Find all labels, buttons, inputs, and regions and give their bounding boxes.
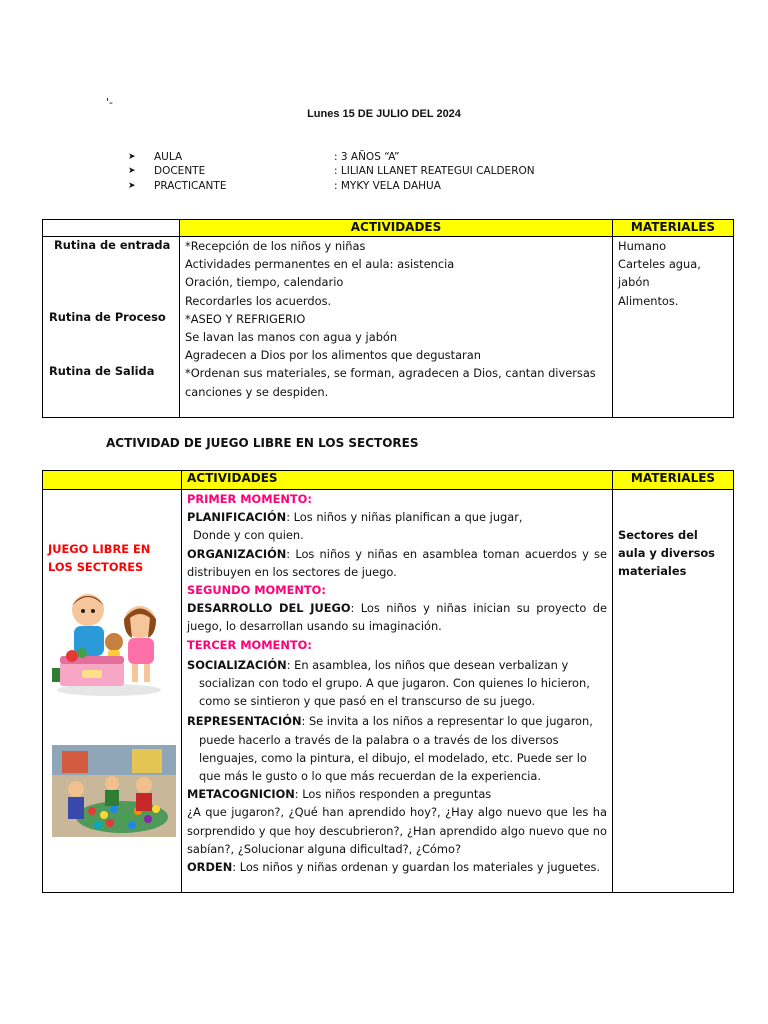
activity-line: *Ordenan sus materiales, se forman, agradecen a Dios, cantan diversas [185,366,596,381]
info-row-docente [128,165,535,177]
material-line: materiales [618,564,687,579]
activities-header-text: ACTIVIDADES [187,471,278,485]
moment-1-title: PRIMER MOMENTO: [187,492,312,506]
planning-text: : Los niños y niñas planifican a que jugar, [286,510,523,525]
info-row-aula [128,151,400,163]
representation-text: : Se invita a los niños a representar lo que jugaron, [301,714,593,729]
material-line: Alimentos. [618,293,679,308]
classroom-photo [52,745,176,840]
metacognition-line [187,785,607,803]
children-playing-illustration [52,586,176,701]
material-line: jabón [618,275,650,290]
activities-header: ACTIVIDADES [180,220,613,237]
materials-header: MATERIALES [613,220,734,237]
routine-labels-cell [43,237,180,418]
activities-header [182,471,613,490]
activity-line: canciones y se despiden. [185,384,329,399]
info-value: : LILIAN LLANET REATEGUI CALDERON [334,165,535,177]
planning-line-2: Donde y con quien. [193,528,304,543]
order-text: : Los niños y niñas ordenan y guardan los materiales y juguetes. [232,860,601,875]
info-value: : MYKY VELA DAHUA [334,180,441,192]
material-line: Humano [618,239,667,253]
moment-2-title: SEGUNDO MOMENTO: [187,583,326,598]
free-play-label-cell [43,490,182,893]
arrow-bullet-icon: ➤ [128,181,136,191]
activity-line: *Recepción de los niños y niñas [185,239,366,253]
activity-line: *ASEO Y REFRIGERIO [185,311,306,326]
info-label: DOCENTE [154,165,206,177]
arrow-bullet-icon: ➤ [128,152,136,162]
order-line [187,858,607,876]
blank-header-cell [43,220,180,237]
material-line: aula y diversos [618,546,715,561]
free-play-title-line1: JUEGO LIBRE EN [48,542,151,556]
free-play-table [42,470,734,893]
materials-header: MATERIALES [613,471,734,490]
free-play-materials-cell [613,490,734,893]
organization-line [187,545,607,581]
planning-label: PLANIFICACIÓN [187,510,287,525]
routines-table [42,219,734,418]
arrow-bullet-icon: ➤ [128,166,136,176]
routine-materials-cell [613,237,734,418]
routine-proceso-label: Rutina de Proceso [49,310,166,324]
material-line: Sectores del [618,528,698,542]
page-date: Lunes 15 DE JULIO DEL 2024 [307,108,461,120]
organization-text: : Los niños y niñas en asamblea toman acuerdos y se distribuyen en los sectores de juego. [187,546,607,579]
socialization-label: SOCIALIZACIÓN [187,657,287,672]
info-value: : 3 AÑOS “A” [334,151,400,163]
development-text: : Los niños y niñas inician su proyecto de juego, lo desarrollan usando su imaginación. [187,601,607,634]
representation-line [187,712,607,730]
routine-entrada-label: Rutina de entrada [54,238,171,252]
activity-line: Actividades permanentes en el aula: asistencia [185,257,455,272]
representation-line: puede hacerlo a través de la palabra o a través de los diversos [199,732,559,747]
routine-salida-label: Rutina de Salida [49,364,155,378]
info-label: PRACTICANTE [154,180,227,192]
free-play-title-line2: LOS SECTORES [48,560,144,575]
development-line [187,599,607,635]
order-label: ORDEN [187,860,233,875]
stray-mark: '- [106,96,113,109]
representation-line: lenguajes, como la pintura, el dibujo, el modelado, etc. Puede ser lo [199,750,587,765]
material-line: Carteles agua, [618,257,701,272]
blank-header-cell [43,471,182,490]
development-label: DESARROLLO DEL JUEGO [187,601,351,616]
representation-line: que más le gusto o lo que más recuerdan de la experiencia. [199,769,541,784]
activity-line: Oración, tiempo, calendario [185,275,344,290]
moment-3-title: TERCER MOMENTO: [187,637,312,652]
metacognition-questions: ¿A que jugaron?, ¿Qué han aprendido hoy?, ¿Hay algo nuevo que les ha sorprendido y que hoy descubrieron?, ¿Han aprendido algo nuevo que no sabían?, ¿Solucionar alguna dificultad?, ¿Cómo? [187,805,607,856]
representation-label: REPRESENTACIÓN [187,714,302,729]
socialization-line [187,656,607,674]
socialization-text: : En asamblea, los niños que desean verbalizan y [286,657,569,672]
metacognition-text: : Los niños responden a preguntas [294,787,492,802]
metacognition-label: METACOGNICION [187,787,295,802]
planning-line [187,508,607,526]
routine-activities-cell [180,237,613,418]
activity-line: Recordarles los acuerdos. [185,293,332,308]
info-label: AULA [154,151,183,163]
organization-label: ORGANIZACIÓN [187,546,287,561]
info-row-practicante [128,180,441,192]
section-title: ACTIVIDAD DE JUEGO LIBRE EN LOS SECTORES [106,436,419,450]
socialization-line: como se sintieron y que pasó en el transcurso de su juego. [199,694,536,709]
activity-line: Se lavan las manos con agua y jabón [185,330,398,345]
socialization-line: socializan con todo el grupo. A que jugaron. Con quienes lo hicieron, [199,676,590,691]
free-play-activities-cell [182,490,613,893]
activity-line: Agradecen a Dios por los alimentos que degustaran [185,348,481,363]
